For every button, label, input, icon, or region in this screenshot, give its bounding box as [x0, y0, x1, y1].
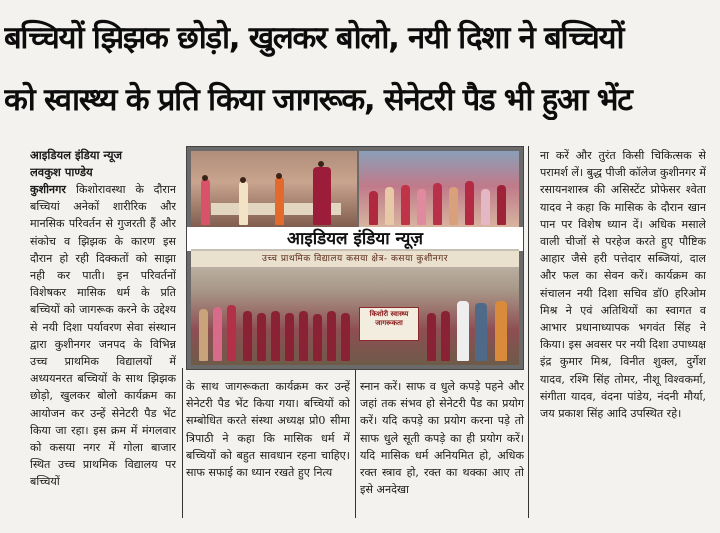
poster: किशोरी स्वास्थ्य जागरूकता: [359, 307, 419, 341]
photo-collage: [186, 146, 524, 370]
column-3: [360, 378, 524, 520]
article-text-col3: स्नान करें। साफ व धुले कपड़े पहने और जहां तक संभव हो सेनेटरी पैड का प्रयोग करें। यदि कपड़े का प्रयोग करना पड़े तो साफ धुले सूती कपड़े का ही प्रयोग करें। यदि मासिक धर्म अनियमित हो, अधिक रक्त स्त्राव हो, रक्त का थक्का आए तो इसे अनदेखा: [360, 380, 524, 497]
column-4: [540, 147, 706, 519]
headline-line-2: को स्वास्थ्य के प्रति किया जागरूक, सेनेटरी पैड भी हुआ भेंट: [4, 82, 632, 118]
school-signboard: उच्च प्राथमिक विद्यालय कसया क्षेत्र- कसया कुशीनगर: [191, 251, 519, 267]
photo-group: [191, 249, 519, 365]
column-divider: [528, 146, 529, 518]
photo-banner: आइडियल इंडिया न्यूज़: [187, 227, 523, 251]
byline-source: आइडियल इंडिया न्यूज: [30, 148, 123, 162]
column-1: [30, 147, 176, 519]
column-2: [186, 378, 350, 520]
article-text-col4: ना करें और तुरंत किसी चिकित्सक से परामर्श लें। बुद्ध पीजी कॉलेज कुशीनगर में रसायनशास्त्र की असिस्टेंट प्रोफेसर श्वेता यादव ने कहा कि मासिक के दौरान खान पान पर विशेष ध्यान दें। अधिक मसाले वाली चीजों से परहेज करते हुए पौष्टिक आहार जैसे हरी पत्तेदार सब्जियां, दाल और फल का सेवन करें। कार्यक्रम का संचालन नयी दिशा सचिव डॉ0 हरिओम मिश्र ने एवं अतिथियों का स्वागत व आभार प्रधानाध्यापक भगवंत सिंह ने किया। इस अवसर पर नयी दिशा उपाध्यक्ष इंद्र कुमार मिश्र, विनीत शुक्ल, दुर्गेश यादव, रश्मि सिंह तोमर, नीशू विश्वकर्मा, संगीता यादव, वंदना पांडेय, नंदनी मौर्या, जय प्रकाश सिंह आदि उपस्थित रहे।: [540, 149, 706, 421]
byline: [30, 147, 176, 181]
column-divider: [182, 368, 183, 518]
dateline: कुशीनगर: [30, 183, 77, 196]
article-text-col1: किशोरावस्था के दौरान बच्चियां अनेकों शारीरिक और मानसिक परिवर्तन से गुजरती हैं और संकोच व झिझक के कारण इस दौरान हो रही दिक्कतों को साझा नही कर पाती। इन परिवर्तनों विशेषकर मासिक धर्म के प्रति बच्चियों को जागरूक करने के उद्देश्य से नयी दिशा पर्यावरण सेवा संस्थान द्वारा कुशीनगर जनपद के विभिन्न उच्च प्राथमिक विद्यालयों में अध्ययनरत बच्चियों के साथ झिझक छोड़ो, खुलकर बोलो कार्यक्रम का आयोजन कर उन्हें सेनेटरी पैड भेंट किया जा रहा। इस क्रम में मंगलवार को कसया नगर में गोला बाजार स्थित उच्च प्राथमिक विद्यालय पर बच्चियों: [30, 183, 176, 489]
photo-distribution: [191, 151, 357, 229]
byline-author: लवकुश पाण्डेय: [30, 165, 93, 179]
article-text-col2: के साथ जागरूकता कार्यक्रम कर उन्हें सेनेटरी पैड भेंट किया गया। बच्चियों को सम्बोधित करते संस्था अध्यक्ष प्रो0 सीमा त्रिपाठी ने कहा कि मासिक धर्म में बच्चियों को बहुत सावधान रहना चाहिए। साफ सफाई का ध्यान रखते हुए नित्य: [186, 380, 350, 480]
photo-students-seated: [359, 151, 519, 229]
headline-line-1: बच्चियों झिझक छोड़ो, खुलकर बोलो, नयी दिशा ने बच्चियों: [4, 20, 624, 56]
column-divider: [355, 368, 356, 518]
